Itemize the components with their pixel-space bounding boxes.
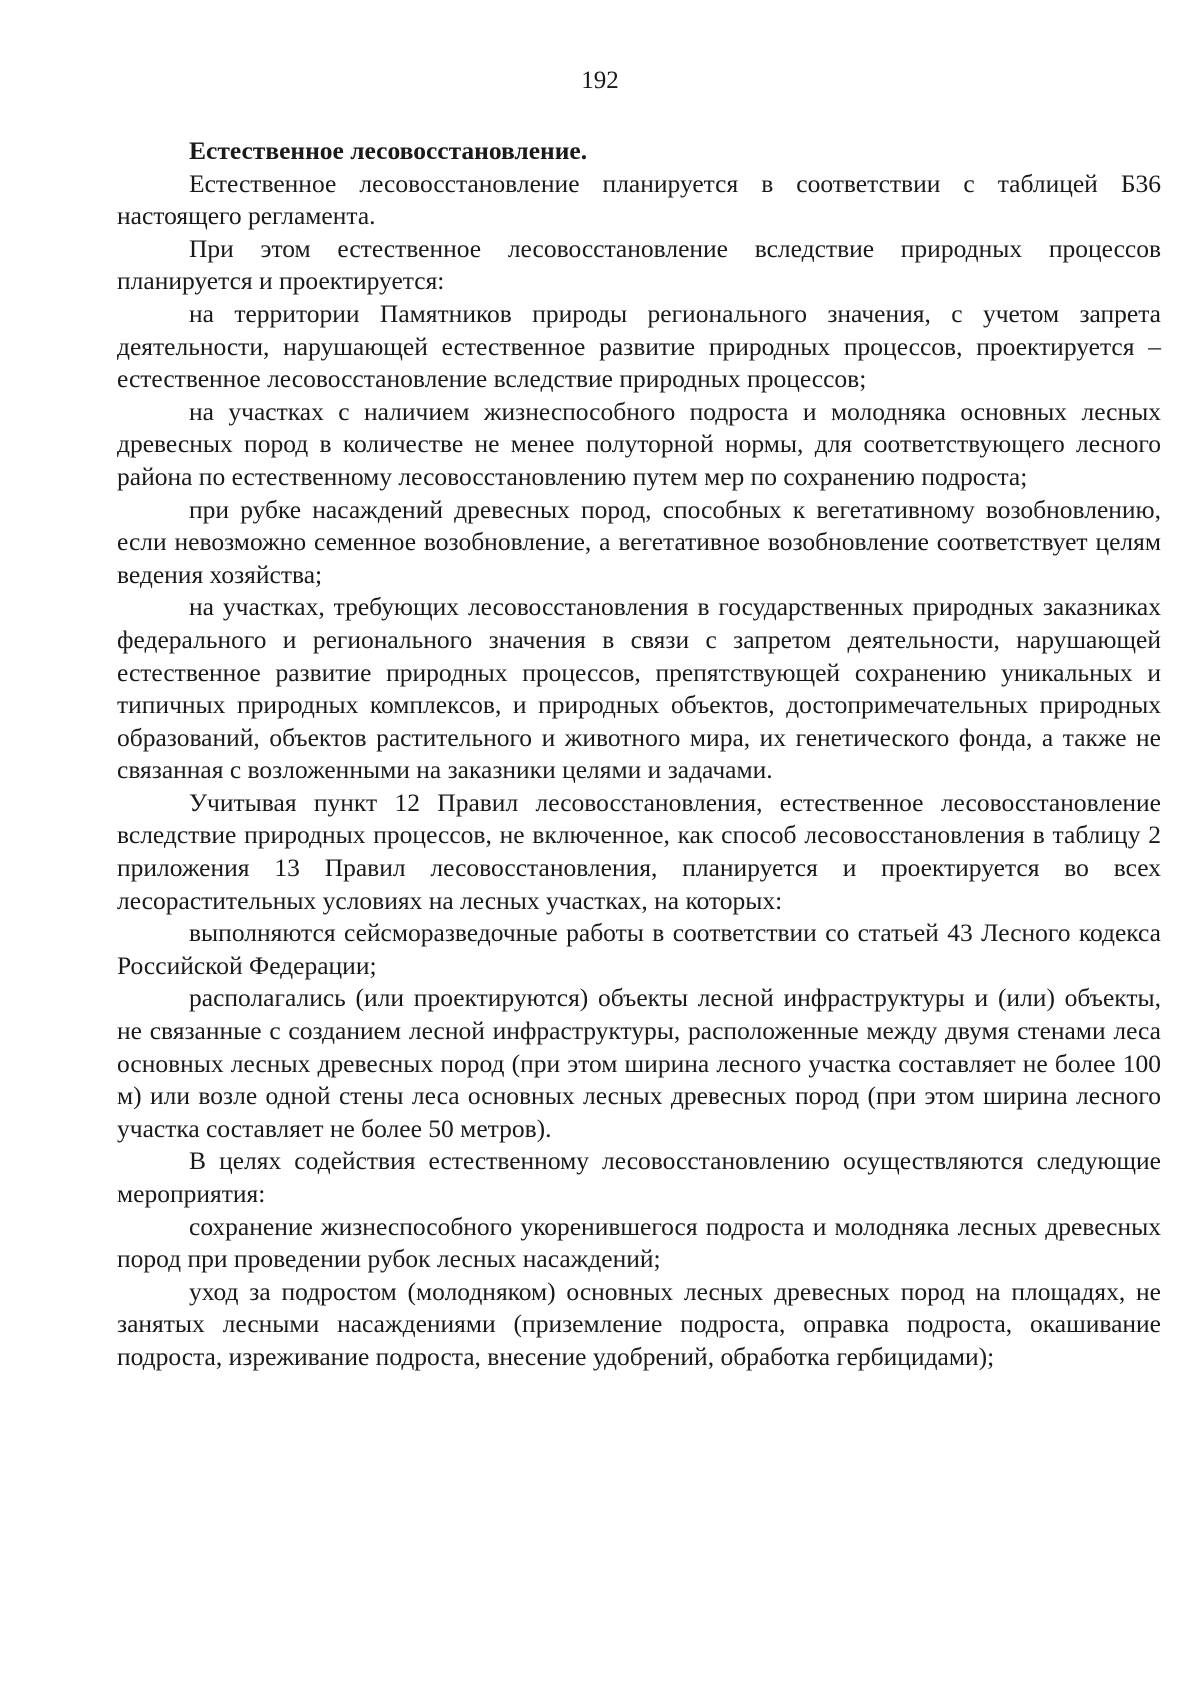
list-item: выполняются сейсморазведочные работы в соответствии со статьей 43 Лесного кодекса Российской Федерации;: [117, 918, 1161, 980]
list-item: сохранение жизнеспособного укоренившегося подроста и молодняка лесных древесных пород при проведении рубок лесных насаждений;: [117, 1211, 1161, 1274]
paragraph: Учитывая пункт 12 Правил лесовосстановления, естественное лесовосстановление вследствие природных процессов, не включенное, как способ лесовосстановления в таблицу 2 приложения 13 Правил лесовосстановления, планируется и проектируется во всех лесорастительных условиях на лесных участках, на которых:: [117, 787, 1161, 915]
section-heading: Естественное лесовосстановление.: [189, 136, 588, 165]
page-number: 192: [581, 67, 619, 94]
paragraph: При этом естественное лесовосстановление вследствие природных процессов планируется и проектируется:: [117, 233, 1161, 296]
list-item: уход за подростом (молодняком) основных лесных древесных пород на площадях, не занятых лесными насаждениями (приземление подроста, оправка подроста, окашивание подроста, изреживание подроста, внесение удобрений, обработка гербицидами);: [117, 1276, 1161, 1371]
document-body: [117, 135, 1161, 1374]
list-item: на участках с наличием жизнеспособного подроста и молодняка основных лесных древесных пород в количестве не менее полуторной нормы, для соответствующего лесного района по естественному лесовосстановлению путем мер по сохранению подроста;: [117, 396, 1161, 491]
list-item: на территории Памятников природы регионального значения, с учетом запрета деятельности, нарушающей естественное развитие природных процессов, проектируется – естественное лесовосстановление вследствие природных процессов;: [117, 298, 1161, 394]
list-item: при рубке насаждений древесных пород, способных к вегетативному возобновлению, если невозможно семенное возобновление, а вегетативное возобновление соответствует целям ведения хозяйства;: [117, 494, 1161, 589]
list-item: на участках, требующих лесовосстановления в государственных природных заказниках федерального и регионального значения в связи с запретом деятельности, нарушающей естественное развитие природных процессов, препятствующей сохранению уникальных и типичных природных комплексов, и природных объектов, достопримечательных природных образований, объектов растительного и животного мира, их генетического фонда, а также не связанная с возложенными на заказники целями и задачами.: [117, 592, 1161, 785]
paragraph: В целях содействия естественному лесовосстановлению осуществляются следующие мероприятия:: [117, 1146, 1161, 1208]
list-item: располагались (или проектируются) объекты лесной инфраструктуры и (или) объекты, не связанные с созданием лесной инфраструктуры, расположенные между двумя стенами леса основных лесных древесных пород (при этом ширина лесного участка составляет не более 100 м) или возле одной стены леса основных лесных древесных пород (при этом ширина лесного участка составляет не более 50 метров).: [117, 983, 1161, 1143]
paragraph: Естественное лесовосстановление планируется в соответствии с таблицей Б36 настоящего регламента.: [117, 168, 1161, 231]
